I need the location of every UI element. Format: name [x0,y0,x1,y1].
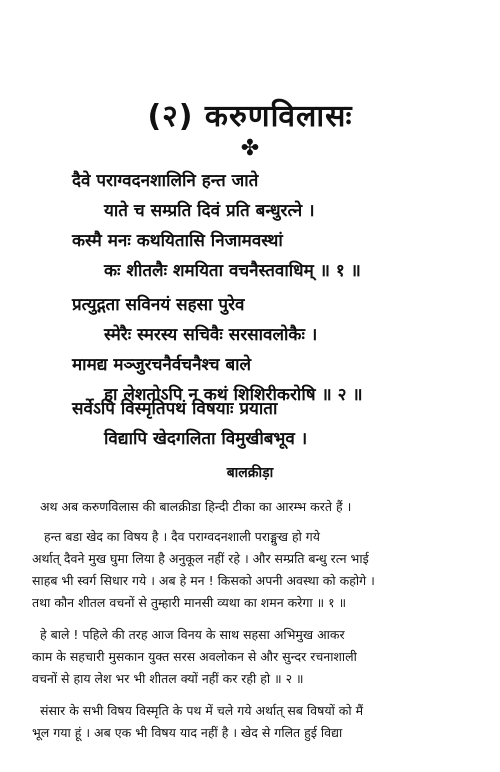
prose-line: तथा कौन शीतल वचनों से तुम्हारी मानसी व्यथा का शमन करेगा ॥ १ ॥ [32,595,347,610]
prose-line: भूल गया हूं । अब एक भी विषय याद नहीं है । खेद से गलित हुई विद्या [32,725,343,740]
prose-line: अथ अब करुणविलास की बालक्रीडा हिन्दी टीका का आरम्भ करते हैं । [40,499,352,514]
verse-line: कः शीतलैः शमयिता वचनैस्तवाधिम् ॥ १ ॥ [104,261,361,281]
prose-line: काम के सहचारी मुसकान युक्त सरस अवलोकन से और सुन्दर रचनाशाली [32,649,357,664]
chapter-title: (२) करुणविलासः [147,99,353,134]
verse-line: सर्वेऽपि विस्मृतिपथं विषयाः प्रयाता [72,399,278,419]
prose-line: हन्त बडा खेद का विषय है । दैव पराग्वदनशाली पराङ्मुख हो गये [44,529,320,544]
verse-line: विद्यापि खेदगलिता विमुखीबभूव । [104,429,308,449]
prose-line: अर्थात् दैवने मुख घुमा लिया है अनुकूल नहीं रहे । और सम्प्रति बन्धु रत्न भाई [32,551,369,566]
verse-line: कस्मै मनः कथयितासि निजामवस्थां [72,231,283,251]
verse-line: याते च सम्प्रति दिवं प्रति बन्धुरत्ने । [104,201,315,221]
verse-line: हा लेशतोऽपि न कथं शिशिरीकरोषि ॥ २ ॥ [104,385,363,405]
ornament-icon: ✤ [240,136,260,161]
section-heading: बालक्रीड़ा [226,465,274,481]
prose-line: हे बाले ! पहिले की तरह आज विनय के साथ सहसा अभिमुख आकर [40,627,345,642]
verse-line: दैवे पराग्वदनशालिनि हन्त जाते [72,171,259,191]
prose-line: साहब भी स्वर्ग सिधार गये । अब हे मन ! किसको अपनी अवस्था को कहोगे । [32,573,375,588]
prose-line: संसार के सभी विषय विस्मृति के पथ में चले गये अर्थात् सब विषयों को मैं [40,703,364,718]
verse-line: प्रत्युद्गता सविनयं सहसा पुरेव [72,295,245,315]
verse-line: स्मेरैः स्मरस्य सचिवैः सरसावलोकैः । [104,325,318,345]
verse-line: मामद्य मञ्जुरचनैर्वचनैश्च बाले [72,355,252,375]
prose-line: वचनों से हाय लेश भर भी शीतल क्यों नहीं कर रही हो ॥ २ ॥ [32,671,304,686]
